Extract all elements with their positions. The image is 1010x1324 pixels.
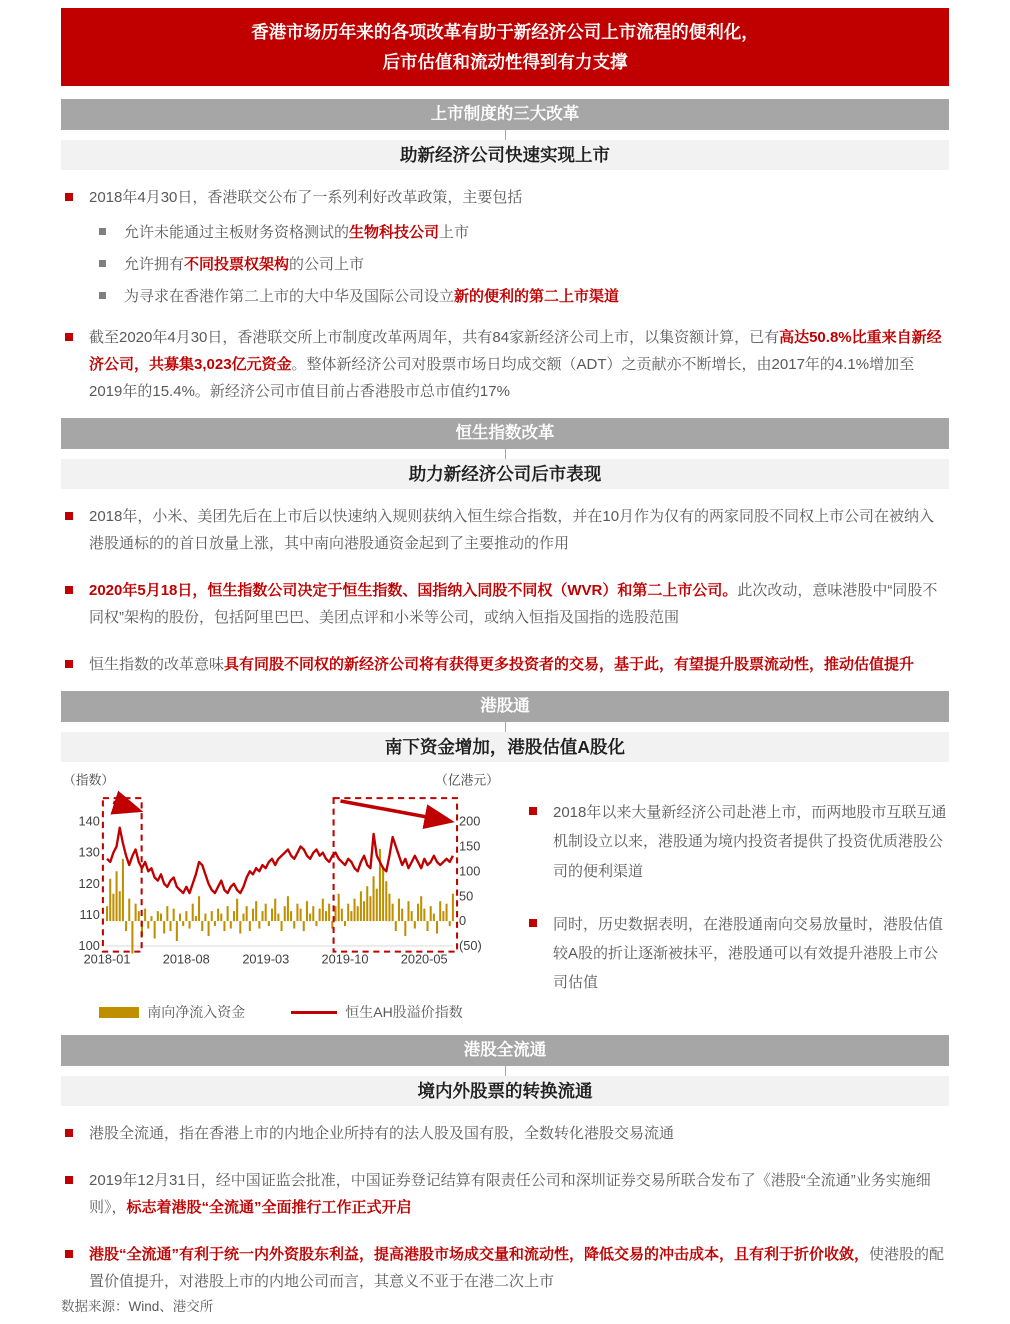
legend-item-southbound: [99, 1002, 245, 1022]
bullet-text: 2018年4月30日，香港联交公布了一系列利好改革政策，主要包括: [89, 189, 523, 207]
section-4-subbanner: 境内外股票的转换流通: [61, 1076, 949, 1106]
bullet-square-icon: [529, 807, 537, 815]
sub-bullet-item: [97, 219, 947, 246]
bullet-square-icon: [65, 512, 73, 520]
bullet-text: 截至2020年4月30日，香港联交所上市制度改革两周年，共有84家新经济公司上市，以集资额计算，已有高达50.8%比重来自新经济公司，共募集3,023亿元资金。整体新经济公司对股票市场日均成交额（ADT）之贡献亦不断增长，由2017年的4.1%增加至2019年的15.4%。新经济公司市值目前占香港股市总市值约17%: [89, 329, 942, 401]
section-3-subbanner: 南下资金增加，港股估值A股化: [61, 732, 949, 762]
bullet-text: 恒生指数的改革意味具有同股不同权的新经济公司将有获得更多投资者的交易，基于此，有望提升股票流动性，推动估值提升: [89, 656, 915, 674]
bullet-item: [63, 1120, 947, 1147]
bullet-item: [63, 184, 947, 211]
svg-text:110: 110: [79, 907, 100, 923]
svg-text:50: 50: [459, 888, 474, 904]
section-1-header: [61, 99, 949, 170]
legend-label: 恒生AH股溢价指数: [345, 1004, 463, 1021]
svg-text:2019-10: 2019-10: [321, 951, 369, 967]
bullet-item: [63, 1241, 947, 1295]
section-1-connector: [505, 130, 506, 140]
svg-text:130: 130: [78, 844, 100, 860]
svg-text:2019-03: 2019-03: [242, 951, 290, 967]
section-4-connector: [505, 1066, 506, 1076]
bullet-text: 2019年12月31日，经中国证监会批准，中国证券登记结算有限责任公司和深圳证券交易所联合发布了《港股“全流通”业务实施细则》，标志着港股“全流通”全面推行工作正式开启: [89, 1172, 931, 1217]
bullet-item: [527, 798, 949, 886]
bullet-item: [63, 324, 947, 405]
section-2-banner: 恒生指数改革: [61, 418, 949, 449]
svg-text:150: 150: [459, 838, 481, 854]
svg-text:120: 120: [78, 876, 100, 892]
section-2-connector: [505, 449, 506, 459]
data-source-note: 数据来源：Wind、港交所: [61, 1299, 214, 1315]
legend-label: 南向净流入资金: [147, 1004, 246, 1021]
sub-bullet-list: [97, 219, 947, 310]
section-1-subbanner: 助新经济公司快速实现上市: [61, 140, 949, 170]
section-4-content: [61, 1106, 949, 1295]
bullet-square-icon: [65, 1250, 73, 1258]
header-title-line2: 后市估值和流动性得到有力支撑: [382, 52, 628, 73]
section-4-banner: 港股全流通: [61, 1035, 949, 1066]
svg-text:2018-01: 2018-01: [83, 951, 131, 967]
section-3-banner: 港股通: [61, 691, 949, 722]
section-3-content: [61, 772, 949, 1022]
sub-bullet-text: 为寻求在香港作第二上市的大中华及国际公司设立新的便利的第二上市渠道: [124, 288, 620, 306]
section-1-content: [61, 170, 949, 405]
svg-text:（指数）: （指数）: [63, 772, 115, 788]
bullet-text: 2018年，小米、美团先后在上市后以快速纳入规则获纳入恒生综合指数，并在10月作为仅有的两家同股不同权上市公司在被纳入港股通标的的首日放量上涨，其中南向港股通资金起到了主要推动的作用: [89, 508, 935, 553]
legend-bar-swatch-icon: [99, 1007, 139, 1018]
svg-text:100: 100: [459, 863, 481, 879]
bullet-item: [63, 577, 947, 631]
bullet-text: 2018年以来大量新经济公司赴港上市，而两地股市互联互通机制设立以来，港股通为境内投资者提供了投资优质港股公司的便利渠道: [553, 804, 947, 880]
section-3-connector: [505, 722, 506, 732]
bullet-square-icon: [65, 333, 73, 341]
chart-legend: [61, 1002, 501, 1022]
section-3-bullets: [501, 772, 949, 1022]
svg-text:200: 200: [459, 813, 481, 829]
bullet-square-icon: [65, 1176, 73, 1184]
section-2-subbanner: 助力新经济公司后市表现: [61, 459, 949, 489]
bullet-text: 港股“全流通”有利于统一内外资股东利益，提高港股市场成交量和流动性，降低交易的冲击成本，且有利于折价收敛，使港股的配置价值提升，对港股上市的内地公司而言，其意义不亚于在港二次上市: [89, 1246, 945, 1291]
section-4-header: [61, 1035, 949, 1106]
bullet-square-icon: [65, 193, 73, 201]
section-1-banner: 上市制度的三大改革: [61, 99, 949, 130]
svg-text:0: 0: [459, 913, 467, 929]
bullet-item: [63, 651, 947, 678]
sub-bullet-item: [97, 283, 947, 310]
ah-premium-chart-svg: [61, 772, 501, 989]
section-2-header: [61, 418, 949, 489]
svg-text:140: 140: [78, 813, 100, 829]
section-2-content: [61, 489, 949, 678]
svg-text:（亿港元）: （亿港元）: [435, 772, 499, 788]
bullet-square-icon: [65, 660, 73, 668]
bullet-item: [527, 910, 949, 998]
legend-line-swatch-icon: [291, 1011, 337, 1014]
bullet-text: 2020年5月18日，恒生指数公司决定于恒生指数、国指纳入同股不同权（WVR）和第二上市公司。此次改动，意味港股中“同股不同权”架构的股份，包括阿里巴巴、美团点评和小米等公司，或纳入恒指及国指的选股范围: [89, 582, 938, 627]
bullet-square-icon: [529, 919, 537, 927]
bullet-square-icon: [65, 1129, 73, 1137]
legend-item-ah-premium: [291, 1002, 462, 1022]
svg-text:100: 100: [78, 938, 100, 954]
sub-bullet-square-icon: [99, 228, 106, 235]
header-banner: [61, 8, 949, 86]
ah-premium-chart: [61, 772, 501, 1022]
sub-bullet-square-icon: [99, 260, 106, 267]
svg-text:2020-05: 2020-05: [400, 951, 448, 967]
bullet-text: 港股全流通，指在香港上市的内地企业所持有的法人股及国有股，全数转化港股交易流通: [89, 1125, 675, 1143]
svg-text:(50): (50): [459, 938, 482, 954]
sub-bullet-text: 允许未能通过主板财务资格测试的生物科技公司上市: [124, 224, 470, 242]
bullet-text: 同时，历史数据表明，在港股通南向交易放量时，港股估值较A股的折让逐渐被抹平，港股通可以有效提升港股上市公司估值: [553, 915, 944, 992]
bullet-item: [63, 1167, 947, 1221]
bullet-item: [63, 503, 947, 557]
sub-bullet-item: [97, 251, 947, 278]
header-title-line1: 香港市场历年来的各项改革有助于新经济公司上市流程的便利化，: [251, 22, 759, 42]
svg-text:2018-08: 2018-08: [162, 951, 210, 967]
sub-bullet-square-icon: [99, 292, 106, 299]
section-3-header: [61, 691, 949, 762]
sub-bullet-text: 允许拥有不同投票权架构的公司上市: [124, 256, 365, 274]
bullet-square-icon: [65, 586, 73, 594]
